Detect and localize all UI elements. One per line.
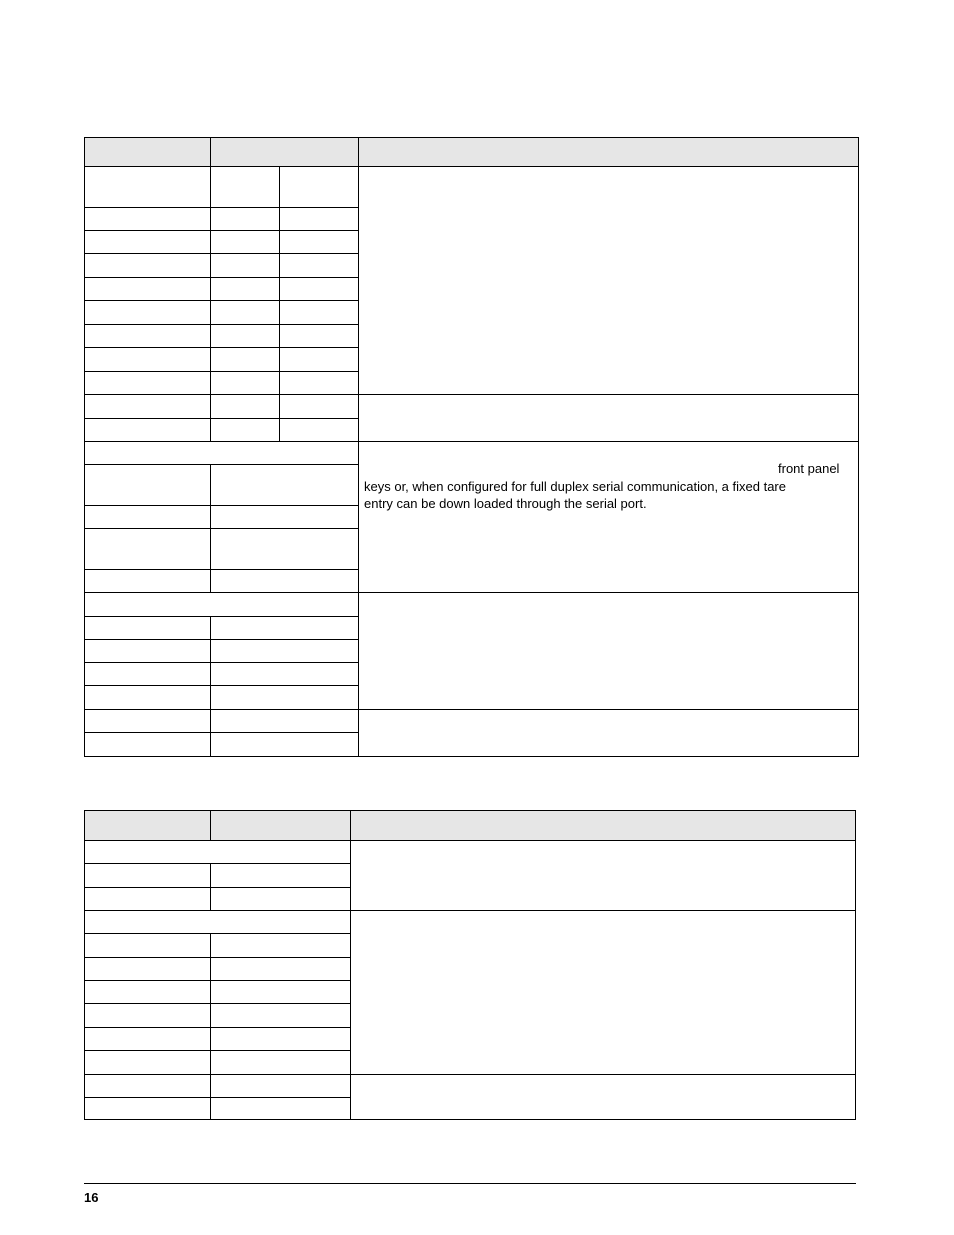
table-1-header-row: [85, 138, 858, 166]
tare-description-line-3: entry can be down loaded through the serial port.: [364, 496, 647, 511]
tare-description-line-2: keys or, when configured for full duplex serial communication, a fixed tare: [364, 479, 786, 494]
table-2-row-line: [84, 1097, 351, 1098]
table-1-row-line: [84, 277, 359, 278]
table-1-col-divider-1c: [210, 616, 211, 757]
table-2-border-top: [84, 810, 856, 811]
table-2-row-line: [84, 863, 351, 864]
table-1-row-line: [84, 528, 359, 529]
table-2-row-line: [84, 1050, 351, 1051]
table-1-row-line: [84, 371, 359, 372]
table-2-group-divider: [84, 910, 856, 911]
table-1-row-line: [84, 207, 359, 208]
table-2-border-bottom: [84, 1119, 856, 1120]
table-1-group-divider: [84, 441, 859, 442]
table-2-row-line: [84, 933, 351, 934]
table-1-group-divider: [84, 709, 859, 710]
table-1-border-bottom: [84, 756, 859, 757]
table-1-row-line: [84, 347, 359, 348]
table-1-group-divider: [84, 394, 859, 395]
table-1-row-line: [84, 464, 359, 465]
table-2-group-divider: [84, 1074, 856, 1075]
table-1-row-line: [84, 639, 359, 640]
table-1-row-line: [84, 230, 359, 231]
table-2-row-line: [84, 1003, 351, 1004]
table-1-row-line: [84, 616, 359, 617]
table-2-row-line: [84, 980, 351, 981]
table-2-col-divider-1: [210, 810, 211, 841]
tare-description-line-1: front panel: [778, 461, 840, 476]
table-1-group-divider: [84, 592, 859, 593]
table-1-row-line: [84, 685, 359, 686]
table-1-row-line: [84, 732, 359, 733]
table-2-row-line: [84, 957, 351, 958]
table-2-header-divider: [84, 840, 856, 841]
table-1-border-right: [858, 137, 859, 757]
table-2-row-line: [84, 887, 351, 888]
table-1-row-line: [84, 418, 359, 419]
table-1-row-line: [84, 300, 359, 301]
table-1-row-line: [84, 324, 359, 325]
table-1-row-line: [84, 253, 359, 254]
page-number: 16: [84, 1190, 99, 1205]
footer-rule: [84, 1183, 856, 1184]
table-1-row-line: [84, 505, 359, 506]
table-2-header-row: [85, 811, 855, 840]
table-2-row-line: [84, 1027, 351, 1028]
table-1-col-divider-1: [210, 137, 211, 442]
table-1-row-line: [84, 569, 359, 570]
table-1-header-divider: [84, 166, 859, 167]
table-1-row-line: [84, 662, 359, 663]
table-1-border-top: [84, 137, 859, 138]
